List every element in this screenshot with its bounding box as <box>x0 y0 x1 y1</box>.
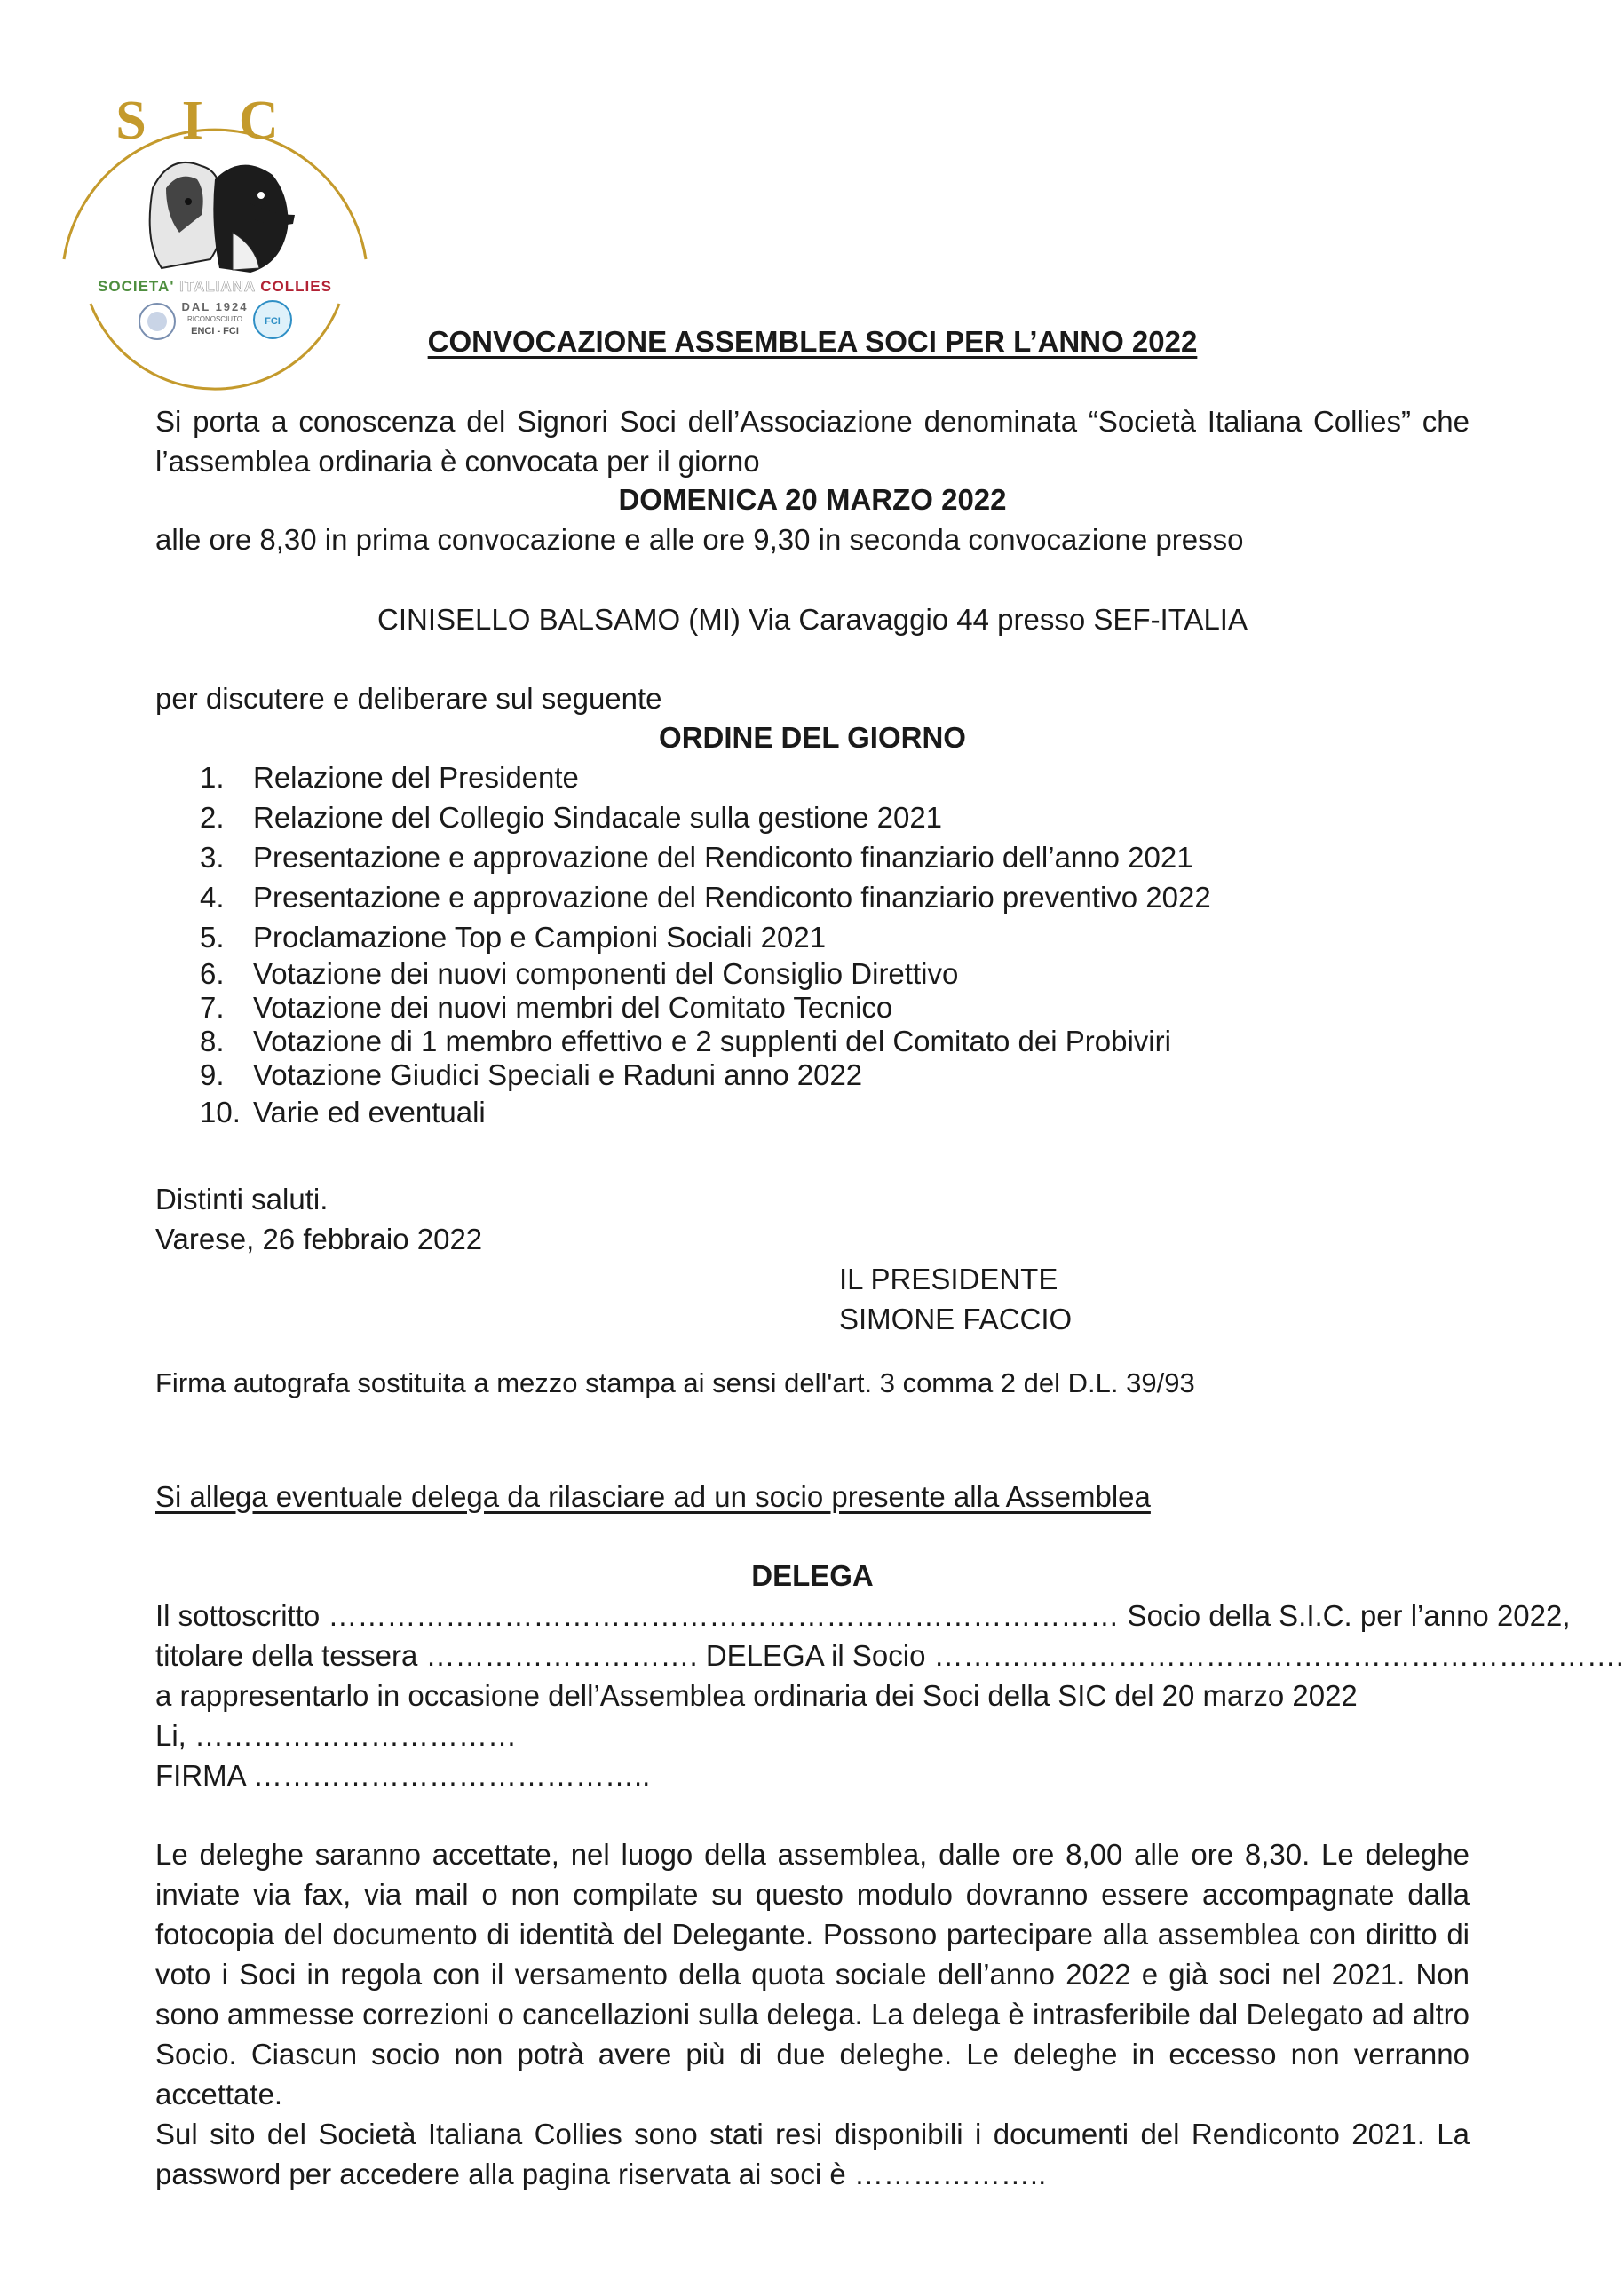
agenda-item <box>155 1025 1470 1058</box>
agenda-item <box>155 991 1470 1025</box>
agenda-item-number: 9. <box>200 1058 225 1091</box>
agenda-item-text: Proclamazione Top e Campioni Sociali 2021 <box>253 921 827 954</box>
agenda-item <box>155 917 1470 957</box>
date-heading: DOMENICA 20 MARZO 2022 <box>618 483 1007 516</box>
agenda-item <box>155 1058 1470 1092</box>
intro-paragraph: Si porta a conoscenza del Signori Soci dell’Associazione denominata “Società Italiana Collies” che l’assemblea ordinaria è convocata per il giorno <box>155 405 1470 478</box>
agenda-item-number: 4. <box>200 881 225 914</box>
agenda-item-text: Votazione dei nuovi membri del Comitato Tecnico <box>253 991 893 1024</box>
svg-text:FCI: FCI <box>265 316 281 327</box>
signature-role: IL PRESIDENTE <box>839 1263 1058 1295</box>
agenda-item-number: 7. <box>200 991 225 1024</box>
website-paragraph: Sul sito del Società Italiana Collies sono stati resi disponibili i documenti del Rendiconto 2021. La password per accedere alla pagina riservata ai soci è ……………….. <box>155 2118 1470 2190</box>
delega-line: FIRMA ………………………………….. <box>155 1759 651 1792</box>
place-date: Varese, 26 febbraio 2022 <box>155 1223 483 1255</box>
rules-paragraph: Le deleghe saranno accettate, nel luogo della assemblea, dalle ore 8,00 alle ore 8,30. Le deleghe inviate via fax, via mail o non compilate su questo modulo dovranno essere accompagnate dalla fotocopia del documento di identità del Delegante. Possono partecipare alla assemblea con diritto di voto i Soci in regola con il versamento della quota sociale dell’anno 2022 e già soci nel 2021. Non sono ammesse correzioni o cancellazioni sulla delega. La delega è intrasferibile dal Delegato ad altro Socio. Ciascun socio non potrà avere più di due deleghe. Le deleghe in eccesso non verranno accettate. <box>155 1838 1470 2111</box>
agenda-item-number: 8. <box>200 1025 225 1057</box>
collie-heads-icon <box>150 162 295 273</box>
agenda-item-text: Votazione Giudici Speciali e Raduni anno 2022 <box>253 1058 863 1091</box>
time-line: alle ore 8,30 in prima convocazione e alle ore 9,30 in seconda convocazione presso <box>155 523 1244 556</box>
delega-line: Li, …………………………… <box>155 1719 518 1752</box>
logo-letters: SIC <box>115 91 314 151</box>
agenda-item <box>155 837 1470 877</box>
logo-since: DAL 1924 <box>181 300 249 313</box>
delega-attachment-note: Si allega eventuale delega da rilasciare ad un socio presente alla Assemblea <box>155 1480 1151 1513</box>
agenda-item-text: Relazione del Presidente <box>253 761 579 794</box>
agenda-heading: ORDINE DEL GIORNO <box>659 721 966 754</box>
logo-affiliation: ENCI - FCI <box>191 326 239 337</box>
agenda-item-text: Relazione del Collegio Sindacale sulla gestione 2021 <box>253 801 943 834</box>
svg-text:SOCIETA' ITALIANA <box>98 278 332 295</box>
delega-line: Il sottoscritto ……………………………………………………………………… Socio della S.I.C. per l’anno 2022, <box>155 1599 1571 1632</box>
agenda-item-number: 5. <box>200 921 225 954</box>
agenda-item-number: 2. <box>200 801 225 834</box>
signature-name: SIMONE FACCIO <box>839 1303 1073 1335</box>
agenda-item-text: Votazione dei nuovi componenti del Consiglio Direttivo <box>253 957 959 990</box>
agenda-list <box>155 757 1470 1132</box>
agenda-item <box>155 797 1470 837</box>
closing-greeting: Distinti saluti. <box>155 1183 329 1216</box>
discuss-line: per discutere e deliberare sul seguente <box>155 682 662 715</box>
agenda-item <box>155 757 1470 797</box>
page-title: CONVOCAZIONE ASSEMBLEA SOCI PER L’ANNO 2022 <box>427 325 1198 358</box>
agenda-item-number: 3. <box>200 841 225 874</box>
location-line: CINISELLO BALSAMO (MI) Via Caravaggio 44 presso SEF-ITALIA <box>377 603 1248 636</box>
logo-org-collies: COLLIES <box>260 278 332 295</box>
agenda-item <box>155 957 1470 991</box>
delega-line: titolare della tessera ………………………. DELEGA il Socio ……….……………………………………………………. <box>155 1639 1624 1672</box>
agenda-item-text: Presentazione e approvazione del Rendiconto finanziario preventivo 2022 <box>253 881 1211 914</box>
agenda-item <box>155 877 1470 917</box>
delega-heading: DELEGA <box>751 1559 874 1592</box>
logo-org-italiana: ITALIANA <box>179 278 256 295</box>
agenda-item <box>155 1092 1470 1132</box>
logo-recognized: RICONOSCIUTO <box>186 315 243 323</box>
delega-line: a rappresentarlo in occasione dell’Assemblea ordinaria dei Soci della SIC del 20 marzo 2022 <box>155 1679 1358 1712</box>
agenda-item-number: 10. <box>200 1096 241 1129</box>
agenda-item-text: Votazione di 1 membro effettivo e 2 supplenti del Comitato dei Probiviri <box>253 1025 1171 1057</box>
logo-org-societa: SOCIETA' <box>98 278 175 295</box>
agenda-item-number: 6. <box>200 957 225 990</box>
agenda-item-number: 1. <box>200 761 225 794</box>
agenda-item-text: Varie ed eventuali <box>253 1096 486 1129</box>
agenda-item-text: Presentazione e approvazione del Rendiconto finanziario dell’anno 2021 <box>253 841 1193 874</box>
autograph-note: Firma autografa sostituita a mezzo stampa ai sensi dell'art. 3 comma 2 del D.L. 39/93 <box>155 1367 1195 1398</box>
